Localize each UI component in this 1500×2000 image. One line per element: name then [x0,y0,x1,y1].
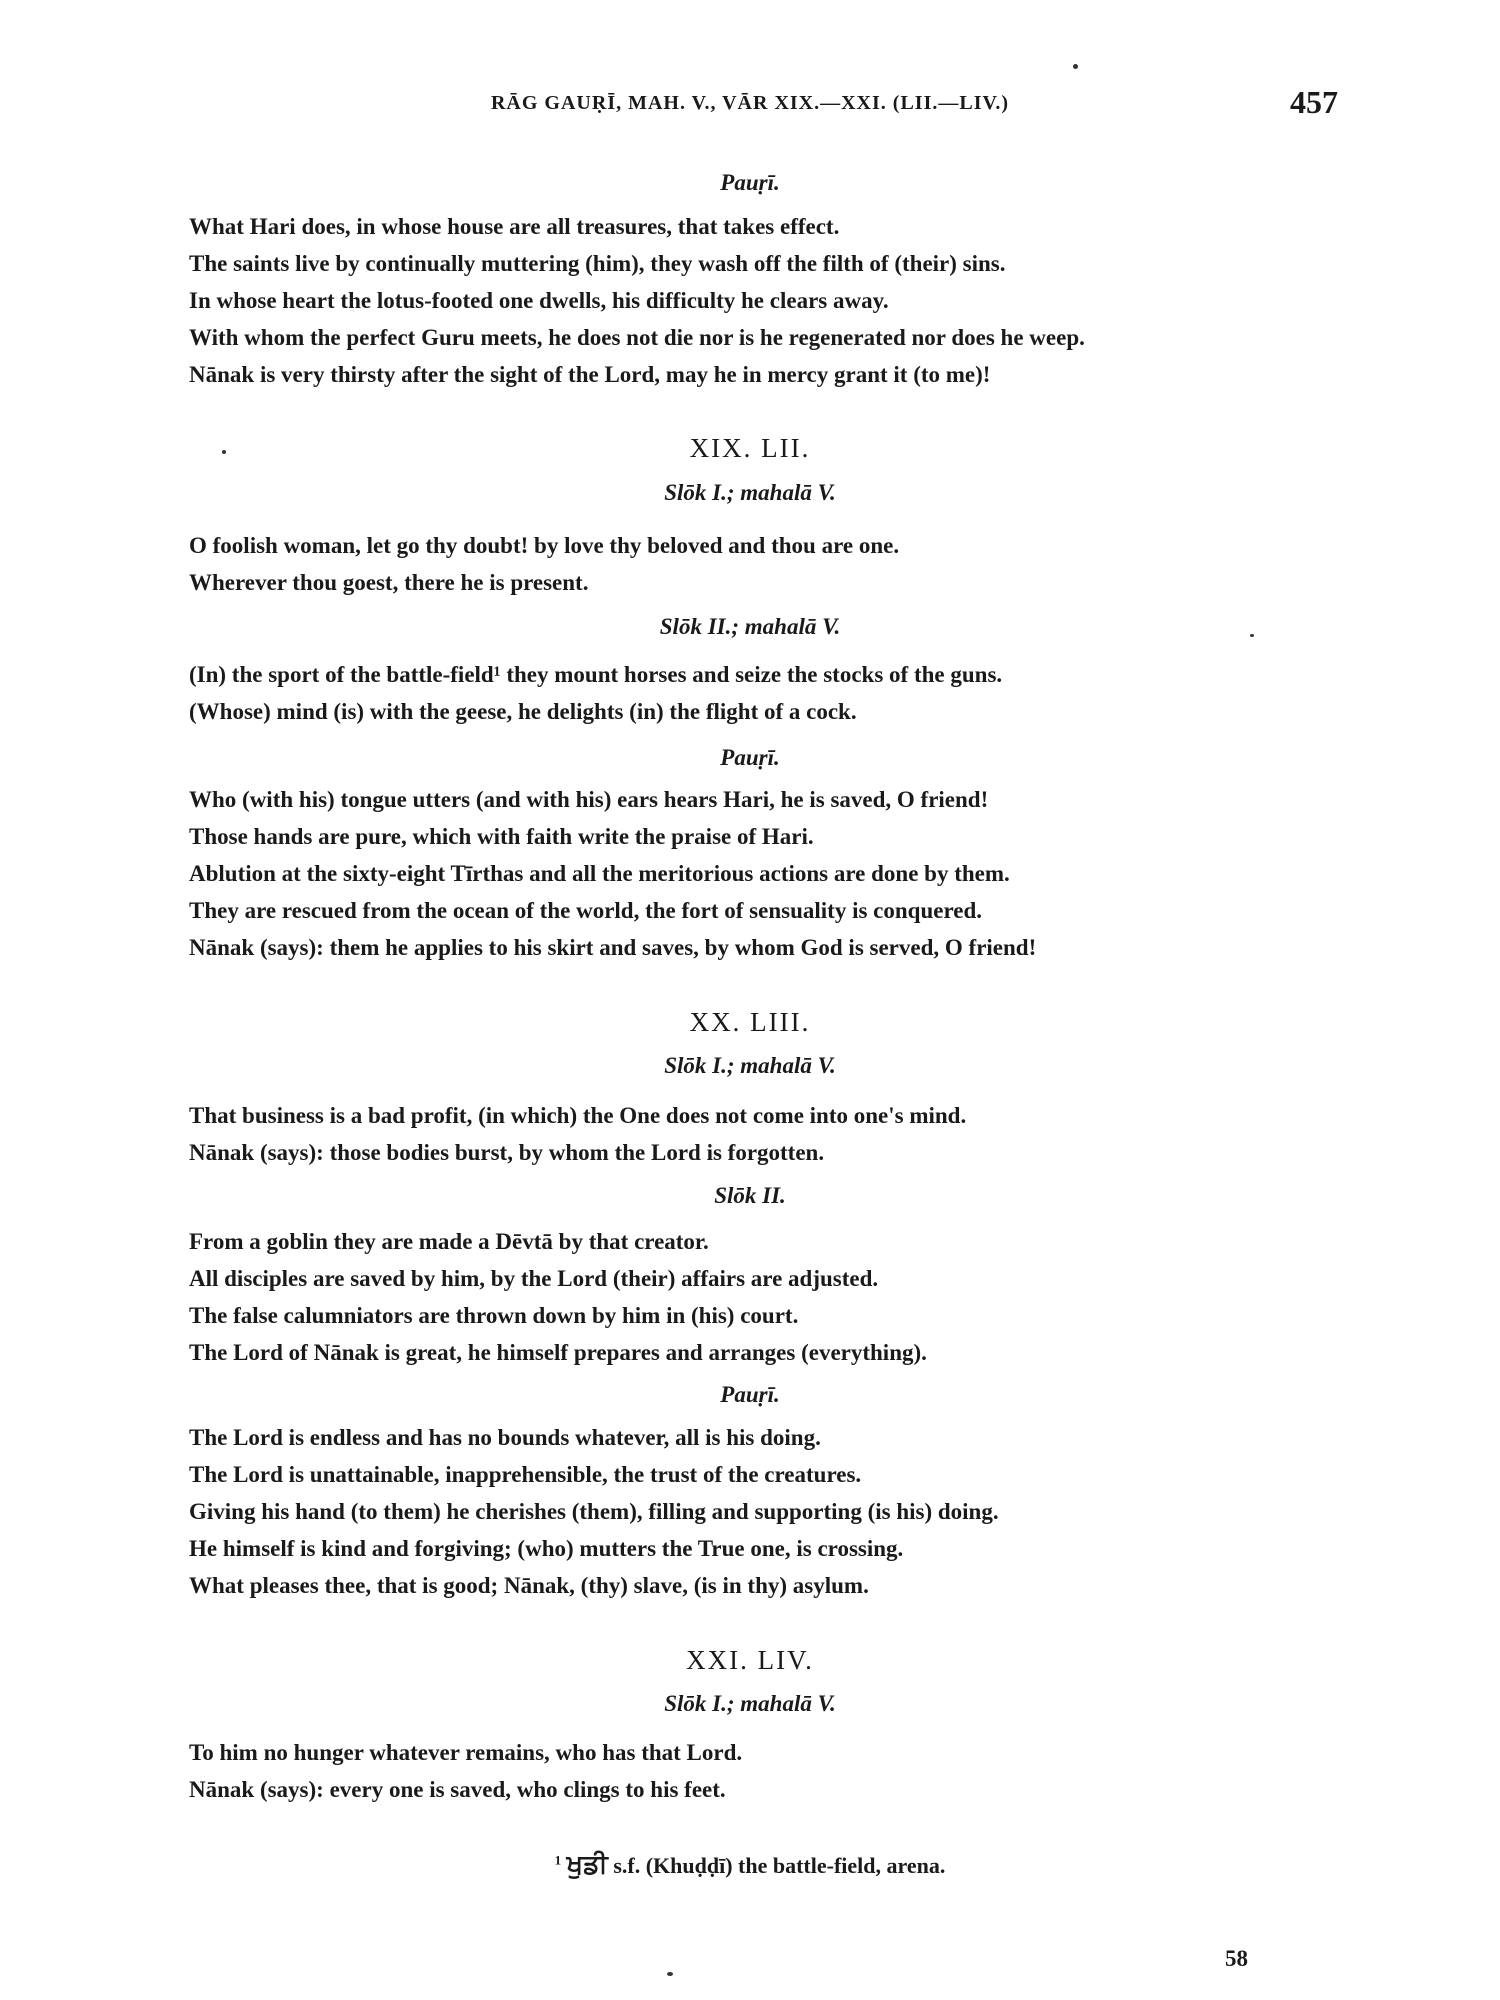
verse-line: From a goblin they are made a Dēvtā by that creator. [189,1229,709,1254]
pauri-heading: Pauṛī. [720,1382,780,1407]
verse-line: To him no hunger whatever remains, who has that Lord. [189,1740,743,1765]
verse-line: The Lord is unattainable, inapprehensible, the trust of the creatures. [189,1462,862,1487]
section-title: XX. LIII. [689,1007,811,1037]
footnote-text: s.f. (Khuḍḍī) the battle-field, arena. [613,1853,946,1878]
verse-line: With whom the perfect Guru meets, he does not die nor is he regenerated nor does he weep. [189,325,1085,350]
pauri-heading: Pauṛī. [720,745,780,770]
footnote-marker: 1 [554,1852,562,1868]
verse-line: Nānak (says): those bodies burst, by whom the Lord is forgotten. [189,1140,825,1165]
verse-line: (In) the sport of the battle-field¹ they mount horses and seize the stocks of the guns. [189,662,1003,687]
scan-speck [1250,634,1254,637]
running-head: RĀG GAUṚĪ, MAH. V., VĀR XIX.—XXI. (LII.—LIV.) [490,92,1010,114]
page-number: 457 [1290,84,1338,120]
footnote [0,1850,1500,1881]
slok-stanza [189,527,1319,601]
scan-speck [222,450,226,454]
verse-line: He himself is kind and forgiving; (who) mutters the True one, is crossing. [189,1536,904,1561]
verse-line: The saints live by continually muttering (him), they wash off the filth of (their) sins. [189,251,1006,276]
verse-line: O foolish woman, let go thy doubt! by love thy beloved and thou are one. [189,533,900,558]
verse-line: What Hari does, in whose house are all treasures, that takes effect. [189,214,840,239]
pauri-stanza [189,208,1319,393]
verse-line: Who (with his) tongue utters (and with his) ears hears Hari, he is saved, O friend! [189,787,989,812]
signature-mark: 58 [1225,1946,1248,1971]
verse-line: All disciples are saved by him, by the Lord (their) affairs are adjusted. [189,1266,879,1291]
verse-line: Nānak is very thirsty after the sight of the Lord, may he in mercy grant it (to me)! [189,362,991,387]
pauri-stanza [189,781,1319,966]
verse-line: Nānak (says): them he applies to his skirt and saves, by whom God is served, O friend! [189,935,1037,960]
verse-line: In whose heart the lotus-footed one dwells, his difficulty he clears away. [189,288,889,313]
verse-line: The Lord of Nānak is great, he himself prepares and arranges (everything). [189,1340,927,1365]
pauri-stanza [189,1419,1319,1604]
verse-line: Those hands are pure, which with faith write the praise of Hari. [189,824,814,849]
slok-stanza [189,1734,1319,1808]
slok-stanza [189,1223,1319,1371]
scan-speck [667,1972,673,1976]
scan-speck [1073,64,1078,69]
verse-line: That business is a bad profit, (in which) the One does not come into one's mind. [189,1103,967,1128]
verse-line: Nānak (says): every one is saved, who clings to his feet. [189,1777,726,1802]
verse-line: What pleases thee, that is good; Nānak, (thy) slave, (is in thy) asylum. [189,1573,869,1598]
slok-heading: Slōk II. [714,1183,786,1208]
footnote-gurmukhi-word: ਖੁਡੀ [566,1850,608,1880]
verse-line: The false calumniators are thrown down by him in (his) court. [189,1303,799,1328]
slok-heading: Slōk I.; mahalā V. [664,480,836,505]
verse-line: (Whose) mind (is) with the geese, he delights (in) the flight of a cock. [189,699,857,724]
section-title: XIX. LII. [689,433,811,463]
slok-heading: Slōk I.; mahalā V. [664,1691,836,1716]
slok-stanza [189,656,1319,730]
slok-stanza [189,1097,1319,1171]
slok-heading: Slōk I.; mahalā V. [664,1053,836,1078]
verse-line: They are rescued from the ocean of the world, the fort of sensuality is conquered. [189,898,982,923]
slok-heading: Slōk II.; mahalā V. [659,614,841,639]
verse-line: The Lord is endless and has no bounds whatever, all is his doing. [189,1425,821,1450]
pauri-heading: Pauṛī. [720,170,780,195]
verse-line: Giving his hand (to them) he cherishes (them), filling and supporting (is his) doing. [189,1499,999,1524]
section-title: XXI. LIV. [686,1645,814,1675]
verse-line: Wherever thou goest, there he is present. [189,570,589,595]
verse-line: Ablution at the sixty-eight Tīrthas and all the meritorious actions are done by them. [189,861,1010,886]
